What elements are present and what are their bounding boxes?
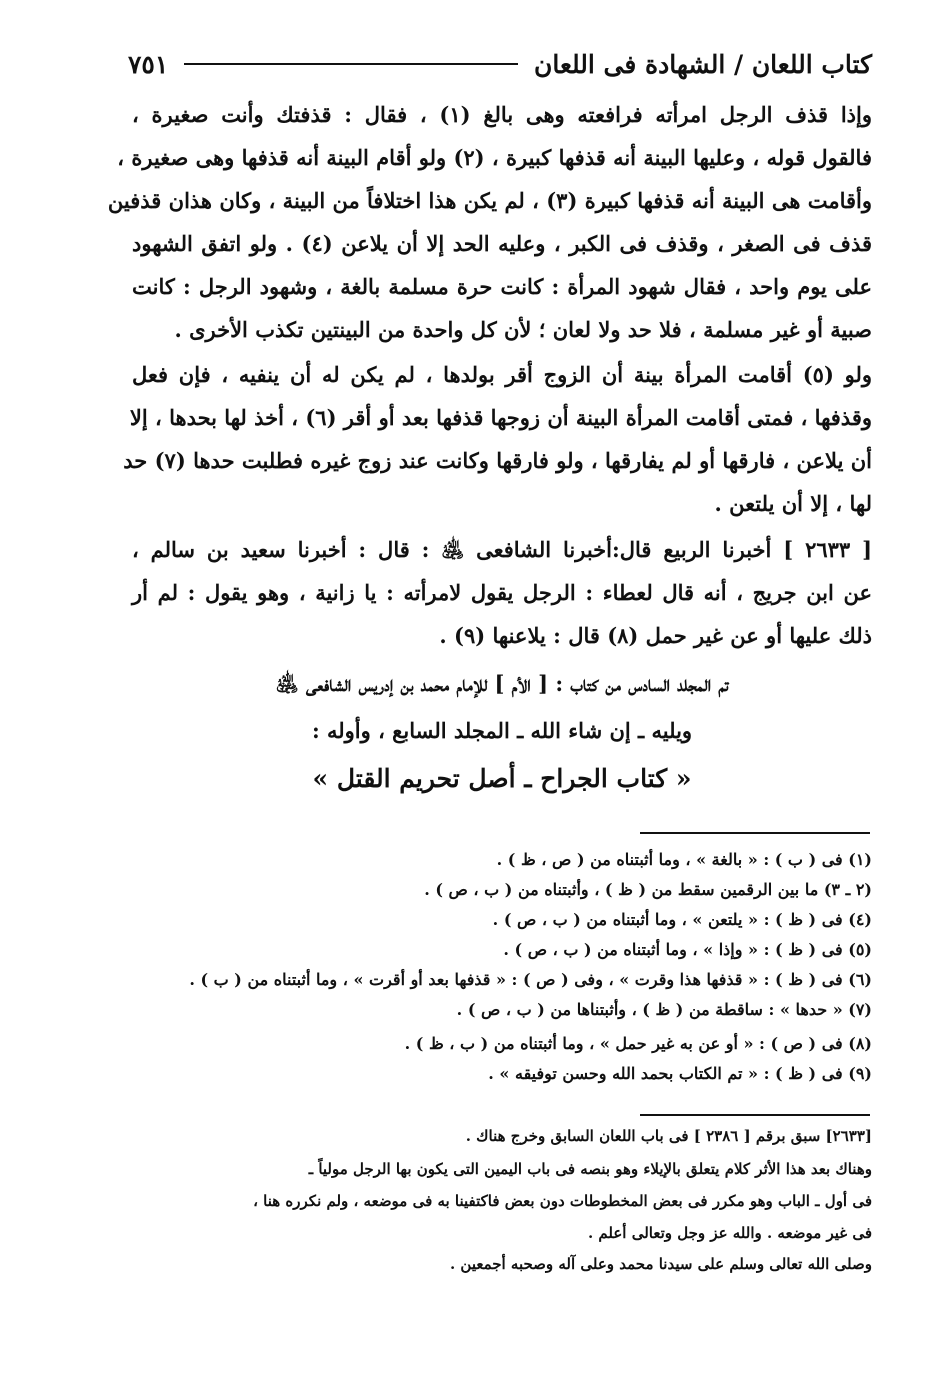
footnote: (٢ ـ ٣) ما بين الرقمين سقط من ( ظ ) ، وأثبتناه من ( ب ، ص ) . xyxy=(424,880,872,899)
footnote-rule xyxy=(640,832,870,834)
footnote: (٩) فى ( ظ ) : « تم الكتاب بحمد الله وحسن توفيقه » . xyxy=(488,1064,872,1083)
body-line: ولو (٥) أقامت المرأة بينة أن الزوج أقر بولدها ، لم يكن له أن ينفيه ، فإن فعل xyxy=(132,362,872,387)
body-line: على يوم واحد ، فقال شهود المرأة : كانت حرة مسلمة بالغة ، وشهود الرجل : كانت xyxy=(132,274,872,299)
page-header xyxy=(128,44,872,84)
page-number: ٧٥١ xyxy=(128,49,169,79)
footnote: (٥) فى ( ظ ) : « وإذا » ، وما أثبتناه من ( ب ، ص ) . xyxy=(503,940,872,959)
notes-rule xyxy=(640,1114,870,1116)
footnote: (٦) فى ( ظ ) : « قذفها هذا وقرت » ، وفى ( ص ) : « قذفها بعد أو أقرت » ، وما أثبتناه من ( ب ) . xyxy=(189,970,872,989)
body-line: فالقول قوله ، وعليها البينة أنه قذفها كبيرة ، (٢) ولو أقام البينة أنه قذفها وهى صغيرة ، xyxy=(117,145,872,170)
editor-note: وهناك بعد هذا الأثر كلام يتعلق بالإيلاء وهو بنصه فى باب اليمين التى يكون بها الرجل مولياً ـ xyxy=(308,1160,872,1178)
body-line: صبية أو غير مسلمة ، فلا حد ولا لعان ؛ لأن كل واحدة من البينتين تكذب الأخرى . xyxy=(174,317,872,342)
editor-note: فى غير موضعه . والله عز وجل وتعالى أعلم . xyxy=(587,1224,872,1242)
body-line: قذف فى الصغر ، وقذف فى الكبر ، وعليه الحد إلا أن يلاعن (٤) . ولو اتفق الشهود xyxy=(132,231,872,256)
footnote: (١) فى ( ب ) : « بالغة » ، وما أثبتناه من ( ص ، ظ ) . xyxy=(496,850,872,869)
footnote: (٤) فى ( ظ ) : « يلتعن » ، وما أثبتناه من ( ب ، ص ) . xyxy=(492,910,872,929)
footnote: (٧) « حدها » : ساقطة من ( ظ ) ، وأثبتناها من ( ب ، ص ) . xyxy=(456,1000,872,1019)
header-rule xyxy=(184,63,518,65)
next-book-title: « كتاب الجراح ـ أصل تحريم القتل » xyxy=(312,764,692,793)
body-line: وإذا قذف الرجل امرأته فرافعته وهى بالغ (١) ، فقال : قذفتك وأنت صغيرة ، xyxy=(132,102,872,127)
body-line: لها ، إلا أن يلتعن . xyxy=(714,491,872,516)
hadith-line: ذلك عليها أو عن غير حمل (٨) قال : يلاعنها (٩) . xyxy=(439,623,872,648)
body-line: وأقامت هى البينة أنه قذفها كبيرة (٣) ، لم يكن هذا اختلافاً من البينة ، وكان هذان قذفين xyxy=(107,188,872,213)
hadith-line: [ ٢٦٣٣ ] أخبرنا الربيع قال:أخبرنا الشافعى ﵁ : قال : أخبرنا سعيد بن سالم ، xyxy=(132,537,873,562)
running-title: كتاب اللعان / الشهادة فى اللعان xyxy=(533,49,872,79)
body-line: أن يلاعن ، فارقها أو لم يفارقها ، ولو فارقها وكانت عند زوج غيره فطلبت حدها (٧) حد xyxy=(123,448,872,473)
hadith-line: عن ابن جريج ، أنه قال لعطاء : الرجل يقول لامرأته : يا زانية ، وهو يقول : لم أر xyxy=(132,580,872,605)
body-line: وقذفها ، فمتى أقامت المرأة البينة أن زوجها قذفها بعد أو أقر (٦) ، أخذ لها بحدها ، إلا xyxy=(129,405,872,430)
next-volume-note: ويليه ـ إن شاء الله ـ المجلد السابع ، وأوله : xyxy=(311,718,693,743)
editor-note: [٢٦٣٣] سبق برقم [ ٢٣٨٦ ] فى باب اللعان السابق وخرج هناك . xyxy=(465,1127,872,1145)
editor-note: وصلى الله تعالى وسلم على سيدنا محمد وعلى آله وصحبه أجمعين . xyxy=(449,1255,872,1273)
footnote: (٨) فى ( ص ) : « أو عن به غير حمل » ، وما أثبتناه من ( ب ، ظ ) . xyxy=(404,1034,872,1053)
editor-note: فى أول ـ الباب وهو مكرر فى بعض المخطوطات دون بعض فاكتفينا به فى موضعه ، ولم نكرره هنا ، xyxy=(253,1192,872,1210)
volume-end-note: تم المجلد السادس من كتاب : [ الأم ] للإمام محمد بن إدريس الشافعى ﵁ xyxy=(275,671,729,696)
